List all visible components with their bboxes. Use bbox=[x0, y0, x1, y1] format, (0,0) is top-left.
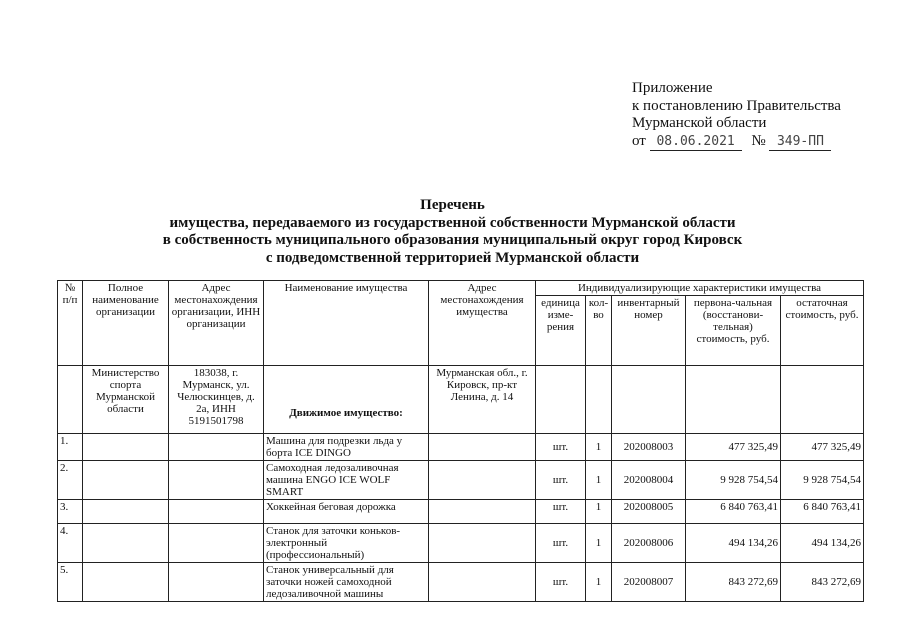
item-qty: 1 bbox=[586, 461, 612, 500]
item-qty: 1 bbox=[586, 500, 612, 524]
appendix-line-2: к постановлению Правительства bbox=[632, 97, 841, 114]
item-qty: 1 bbox=[586, 434, 612, 461]
row-num: 2. bbox=[58, 461, 83, 500]
header-address: Адрес местонахождения организации, ИНН организации bbox=[169, 281, 264, 366]
table-row bbox=[58, 461, 864, 500]
header-num: № п/п bbox=[58, 281, 83, 366]
item-inventory: 202008007 bbox=[612, 563, 686, 602]
item-unit: шт. bbox=[536, 563, 586, 602]
title-line-2: имущества, передаваемого из государственной собственности Мурманской области bbox=[169, 214, 736, 231]
item-inventory: 202008006 bbox=[612, 524, 686, 563]
item-unit: шт. bbox=[536, 524, 586, 563]
document-title bbox=[0, 197, 905, 267]
item-name: Машина для подрезки льда у борта ICE DINGO bbox=[264, 434, 429, 461]
table-row bbox=[58, 563, 864, 602]
from-label: от bbox=[632, 132, 646, 149]
row-num: 4. bbox=[58, 524, 83, 563]
header-inventory: инвентарный номер bbox=[612, 296, 686, 366]
row-num: 1. bbox=[58, 434, 83, 461]
header-characteristics: Индивидуализирующие характеристики имущества bbox=[536, 281, 864, 296]
item-name: Станок для заточки коньков-электронный (профессиональный) bbox=[264, 524, 429, 563]
header-property-name: Наименование имущества bbox=[264, 281, 429, 366]
item-initial-cost: 6 840 763,41 bbox=[686, 500, 781, 524]
item-inventory: 202008003 bbox=[612, 434, 686, 461]
title-line-3: в собственность муниципального образования муниципальный округ город Кировск bbox=[162, 232, 743, 248]
item-residual-cost: 9 928 754,54 bbox=[781, 461, 864, 500]
org-row bbox=[58, 366, 864, 434]
appendix-block bbox=[632, 80, 841, 151]
title-line-4: с подведомственной территорией Мурманской области bbox=[265, 249, 640, 266]
item-initial-cost: 843 272,69 bbox=[686, 563, 781, 602]
title-line-1: Перечень bbox=[420, 197, 485, 213]
header-property-address: Адрес местонахождения имущества bbox=[429, 281, 536, 366]
item-initial-cost: 477 325,49 bbox=[686, 434, 781, 461]
item-unit: шт. bbox=[536, 461, 586, 500]
row-num: 5. bbox=[58, 563, 83, 602]
item-initial-cost: 9 928 754,54 bbox=[686, 461, 781, 500]
item-residual-cost: 477 325,49 bbox=[781, 434, 864, 461]
header-row-1 bbox=[58, 281, 864, 296]
decree-date: 08.06.2021 bbox=[650, 133, 742, 152]
number-label: № bbox=[751, 132, 766, 149]
item-unit: шт. bbox=[536, 434, 586, 461]
table-row bbox=[58, 434, 864, 461]
item-residual-cost: 494 134,26 bbox=[781, 524, 864, 563]
appendix-line-3: Мурманской области bbox=[632, 115, 767, 131]
item-initial-cost: 494 134,26 bbox=[686, 524, 781, 563]
org-address: 183038, г. Мурманск, ул. Челюскинцев, д. 2а, ИНН 5191501798 bbox=[169, 366, 264, 434]
item-qty: 1 bbox=[586, 563, 612, 602]
org-name: Министерство спорта Мурманской области bbox=[83, 366, 169, 434]
item-qty: 1 bbox=[586, 524, 612, 563]
header-qty: кол-во bbox=[586, 296, 612, 366]
item-inventory: 202008005 bbox=[612, 500, 686, 524]
table-row bbox=[58, 500, 864, 524]
header-org: Полное наименование организации bbox=[83, 281, 169, 366]
appendix-line-1: Приложение bbox=[632, 80, 713, 96]
property-table bbox=[57, 280, 864, 602]
row-num: 3. bbox=[58, 500, 83, 524]
table-row bbox=[58, 524, 864, 563]
appendix-date-row bbox=[632, 133, 841, 152]
header-unit: единица изме-рения bbox=[536, 296, 586, 366]
property-address: Мурманская обл., г. Кировск, пр-кт Ленина, д. 14 bbox=[429, 366, 536, 434]
item-name: Хоккейная беговая дорожка bbox=[264, 500, 429, 524]
header-initial-cost: первона-чальная (восстанови-тельная) стоимость, руб. bbox=[686, 296, 781, 366]
decree-number: 349-ПП bbox=[769, 133, 831, 152]
item-residual-cost: 843 272,69 bbox=[781, 563, 864, 602]
item-inventory: 202008004 bbox=[612, 461, 686, 500]
item-residual-cost: 6 840 763,41 bbox=[781, 500, 864, 524]
item-name: Самоходная ледозаливочная машина ENGO ICE WOLF SMART bbox=[264, 461, 429, 500]
item-unit: шт. bbox=[536, 500, 586, 524]
item-name: Станок универсальный для заточки ножей самоходной ледозаливочной машины bbox=[264, 563, 429, 602]
header-residual-cost: остаточная стоимость, руб. bbox=[781, 296, 864, 366]
category-label: Движимое имущество: bbox=[264, 366, 429, 434]
